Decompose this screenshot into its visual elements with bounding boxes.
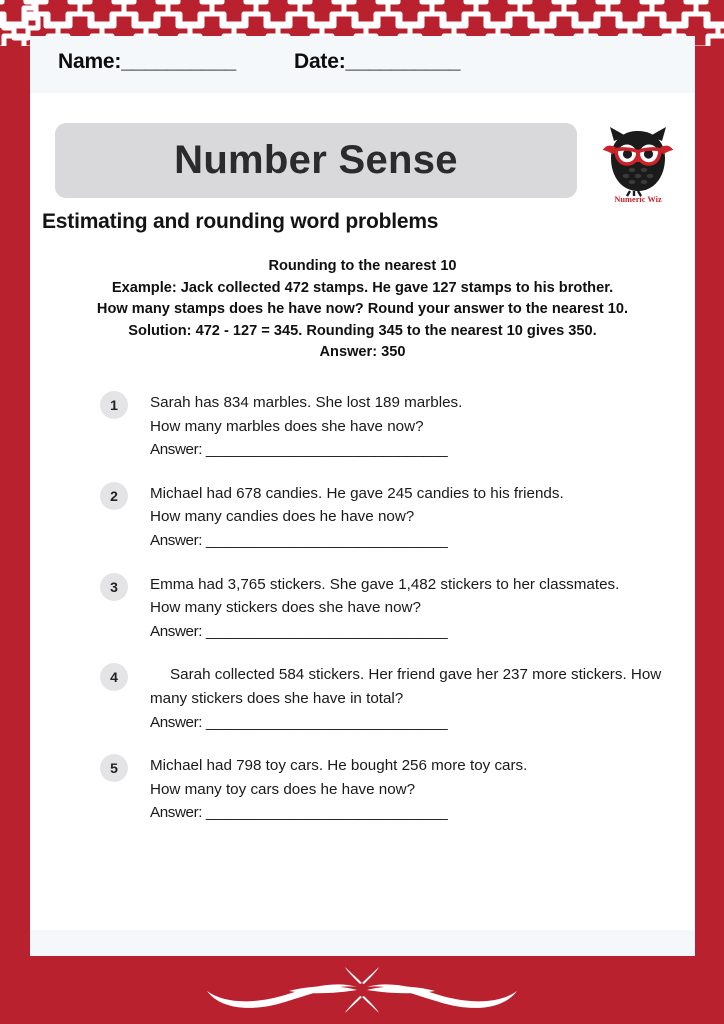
example-instruction-block: [30, 256, 695, 364]
example-line: Answer: 350: [319, 344, 406, 360]
example-line: Solution: 472 - 127 = 345. Rounding 345 to the nearest 10 gives 350.: [128, 322, 597, 339]
question-body: [150, 663, 667, 734]
answer-label: Answer:: [150, 441, 206, 459]
question-text-line1: Michael had 798 toy cars. He bought 256 more toy cars.: [150, 757, 528, 775]
question-body: [150, 573, 667, 644]
answer-blank[interactable]: [150, 438, 667, 462]
example-line: Rounding to the nearest 10: [268, 258, 457, 274]
worksheet-sheet: [30, 36, 695, 956]
question-item: [30, 573, 695, 644]
question-number-badge: 2: [100, 482, 128, 510]
answer-underline: ______________________________: [205, 531, 448, 549]
owl-with-glasses-icon: [596, 123, 680, 205]
answer-underline: ______________________________: [205, 441, 448, 459]
page-title: Number Sense: [174, 138, 458, 182]
question-item: [30, 391, 695, 462]
question-number-badge: 3: [100, 573, 128, 601]
name-field-label[interactable]: Name:__________: [58, 50, 236, 73]
page-subtitle: Estimating and rounding word problems: [42, 210, 439, 233]
title-row: [30, 123, 695, 204]
question-body: [150, 754, 667, 825]
question-text-line1: Sarah has 834 marbles. She lost 189 marbles.: [150, 394, 463, 411]
question-body: [150, 391, 667, 462]
question-item: [30, 663, 695, 734]
logo-brand-text: Numeric Wiz: [614, 195, 662, 204]
date-field-label[interactable]: Date:__________: [293, 50, 461, 73]
title-box: [55, 123, 577, 198]
student-info-bar: [30, 36, 695, 93]
question-item: [30, 754, 695, 825]
answer-underline: ______________________________: [205, 622, 448, 640]
bottom-flourish-ornament: [0, 956, 724, 1024]
question-text-line1: Michael had 678 candies. He gave 245 candies to his friends.: [150, 484, 564, 502]
answer-blank[interactable]: [150, 801, 667, 825]
question-number-badge: 4: [100, 663, 128, 691]
answer-blank[interactable]: [150, 711, 667, 735]
question-text-line2: How many stickers does she have now?: [150, 599, 421, 617]
question-item: [30, 482, 695, 553]
question-text-line2: How many candies does he have now?: [150, 508, 415, 526]
question-text-line1: Emma had 3,765 stickers. She gave 1,482 stickers to her classmates.: [150, 575, 620, 593]
question-text-line1: Sarah collected 584 stickers. Her friend gave her 237 more stickers. How many stickers does she have in total?: [150, 666, 662, 707]
question-text-line2: How many toy cars does he have now?: [150, 780, 416, 798]
questions-list: [30, 391, 695, 845]
sheet-bottom-strip: [30, 930, 695, 956]
answer-blank[interactable]: [150, 620, 667, 644]
answer-underline: ______________________________: [205, 713, 448, 731]
answer-label: Answer:: [150, 622, 206, 640]
answer-blank[interactable]: [150, 529, 667, 553]
question-text-line2: How many marbles does she have now?: [150, 417, 424, 435]
example-line: Example: Jack collected 472 stamps. He gave 127 stamps to his brother.: [111, 279, 614, 296]
answer-underline: ______________________________: [205, 804, 448, 822]
answer-label: Answer:: [150, 531, 206, 549]
question-number-badge: 1: [100, 391, 128, 419]
example-line: How many stamps does he have now? Round your answer to the nearest 10.: [96, 301, 629, 317]
question-body: [150, 482, 667, 553]
answer-label: Answer:: [150, 713, 206, 731]
question-number-badge: 5: [100, 754, 128, 782]
answer-label: Answer:: [150, 804, 206, 822]
